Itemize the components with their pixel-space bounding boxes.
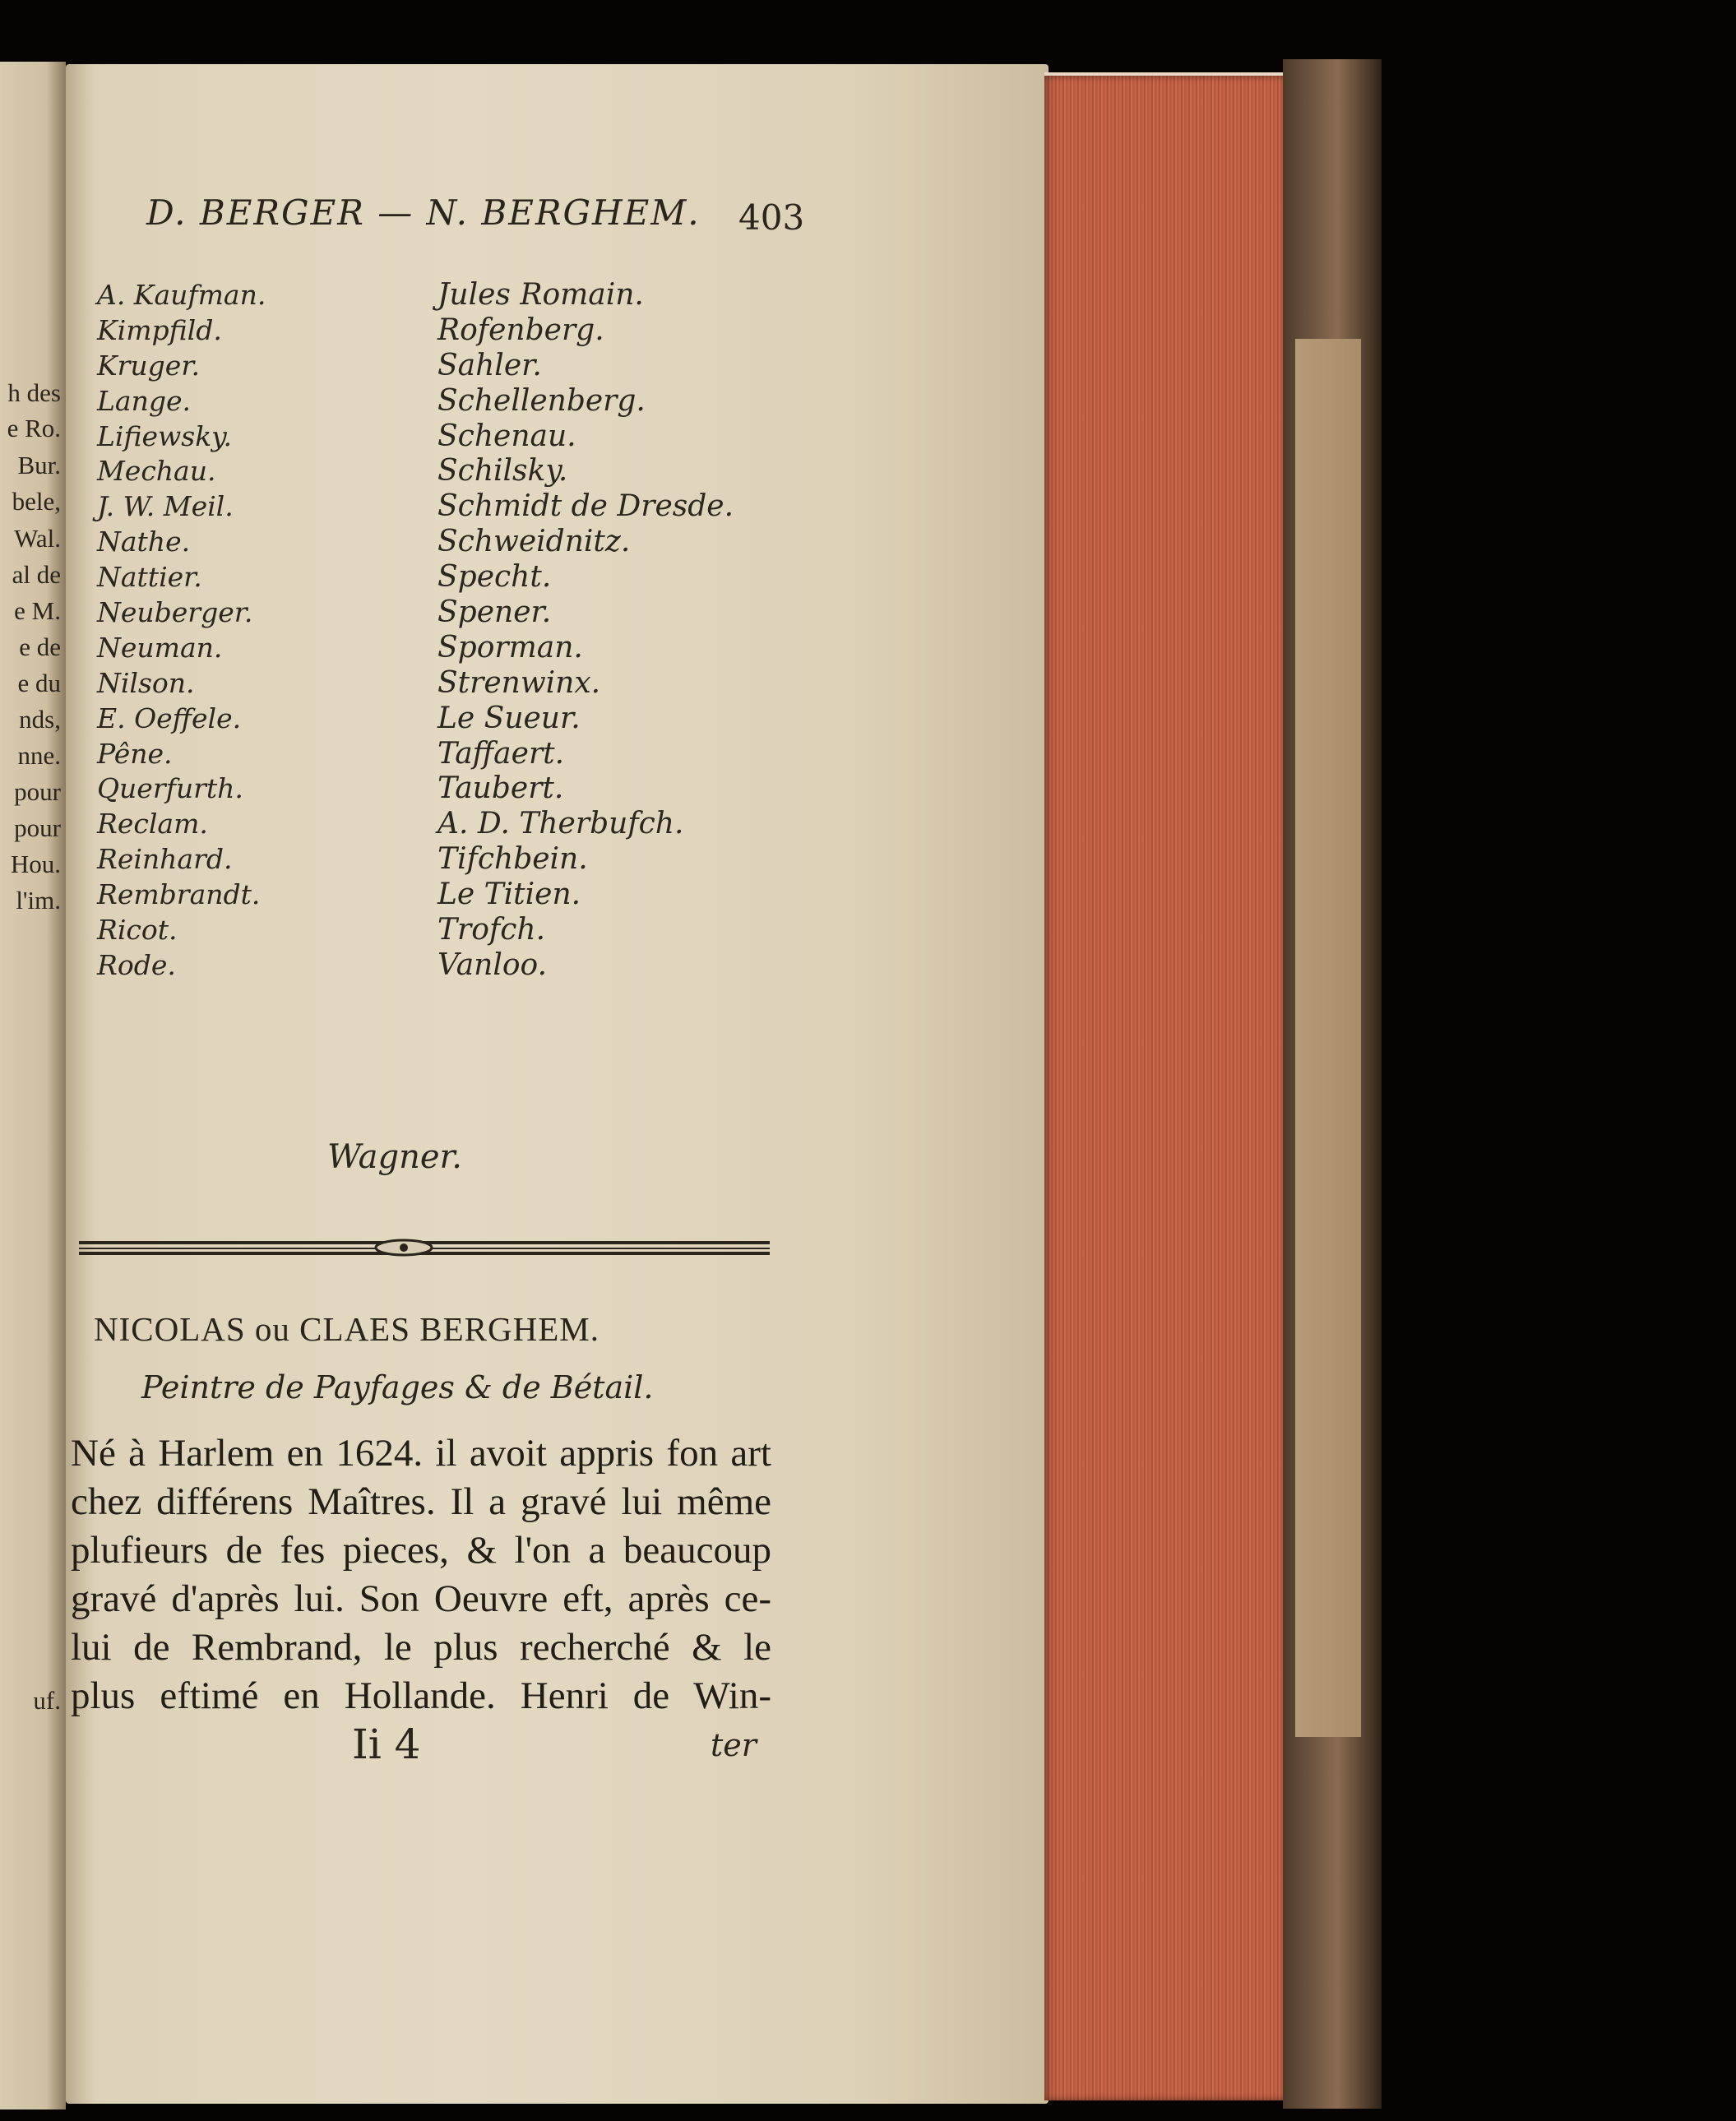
artist-name: Nilson. bbox=[97, 666, 195, 699]
left-fragment: e du bbox=[17, 669, 61, 697]
left-fragment: h des bbox=[7, 378, 61, 407]
left-fragment: e de bbox=[19, 632, 61, 661]
names-column-left bbox=[97, 278, 266, 984]
artist-name: Kruger. bbox=[97, 349, 200, 382]
artist-name: Jules Romain. bbox=[437, 278, 644, 312]
running-head: D. BERGER — N. BERGHEM. bbox=[146, 192, 701, 233]
section-heading: NICOLAS ou CLAES BERGHEM. bbox=[94, 1310, 599, 1348]
artist-name: Reclam. bbox=[97, 808, 208, 841]
left-fragment: Hou. bbox=[10, 850, 61, 878]
artist-name: Ricot. bbox=[97, 914, 178, 947]
artist-name: Lifiewsky. bbox=[97, 419, 232, 452]
artist-name: A. Kaufman. bbox=[97, 279, 266, 311]
book-cover-board bbox=[1295, 339, 1361, 1737]
left-fragment: e M. bbox=[14, 596, 61, 625]
artist-name: Querfurth. bbox=[97, 772, 243, 805]
body-line: plufieurs de fes pieces, & l'on a beaucoup bbox=[71, 1529, 771, 1572]
artist-name: Le Sueur. bbox=[437, 701, 581, 735]
artist-name: E. Oeffele. bbox=[97, 702, 242, 734]
artist-name: Lange. bbox=[97, 384, 191, 417]
left-fragment: l'im. bbox=[16, 886, 61, 915]
left-page-edge bbox=[0, 62, 66, 2109]
artist-name: Schilsky. bbox=[437, 454, 568, 489]
artist-name: A. D. Therbufch. bbox=[437, 807, 684, 841]
left-fragment: nds, bbox=[19, 705, 61, 734]
artist-name: Nattier. bbox=[97, 561, 202, 594]
artist-name: Schenau. bbox=[437, 419, 576, 453]
artist-name: J. W. Meil. bbox=[97, 490, 234, 523]
left-fragment: e Ro. bbox=[7, 414, 61, 442]
left-fragment: al de bbox=[12, 560, 61, 589]
left-fragment: nne. bbox=[17, 741, 61, 770]
artist-name: Rembrandt. bbox=[97, 878, 261, 911]
ornament-divider bbox=[79, 1236, 770, 1257]
body-line: plus eftimé en Hollande. Henri de Win- bbox=[71, 1674, 771, 1717]
artist-name: Nathe. bbox=[97, 526, 191, 558]
artist-name: Tifchbein. bbox=[437, 842, 588, 877]
artist-name: Sporman. bbox=[437, 630, 583, 665]
body-line: lui de Rembrand, le plus recherché & le bbox=[71, 1626, 771, 1669]
artist-name: Neuberger. bbox=[97, 596, 253, 629]
artist-name-centered: Wagner. bbox=[327, 1138, 462, 1176]
signature-mark: Ii 4 bbox=[352, 1720, 421, 1768]
artist-name: Specht. bbox=[437, 560, 552, 595]
artist-name: Pêne. bbox=[97, 737, 173, 770]
artist-name: Reinhard. bbox=[97, 843, 233, 876]
artist-name: Schmidt de Dresde. bbox=[437, 489, 734, 524]
artist-name: Taffaert. bbox=[437, 736, 565, 771]
page-number: 403 bbox=[738, 197, 805, 238]
artist-name: Rofenberg. bbox=[437, 313, 604, 347]
left-fragment: pour bbox=[14, 813, 61, 842]
artist-name: Le Titien. bbox=[437, 878, 581, 912]
left-fragment: Bur. bbox=[17, 451, 61, 479]
artist-name: Vanloo. bbox=[437, 947, 548, 982]
catchword: ter bbox=[711, 1727, 757, 1763]
artist-name: Mechau. bbox=[97, 455, 216, 488]
body-line: chez différens Maîtres. Il a gravé lui même bbox=[71, 1480, 771, 1523]
left-fragment: Wal. bbox=[14, 524, 61, 553]
body-line: Né à Harlem en 1624. il avoit appris fon art bbox=[71, 1432, 771, 1475]
names-column-right bbox=[437, 278, 734, 984]
artist-name: Spener. bbox=[437, 595, 552, 630]
left-fragment: bele, bbox=[12, 487, 61, 516]
body-paragraph bbox=[71, 1429, 771, 1720]
artist-name: Strenwinx. bbox=[437, 665, 601, 700]
artist-name: Kimpfild. bbox=[97, 313, 222, 346]
artist-name: Neuman. bbox=[97, 631, 223, 664]
left-fragment: pour bbox=[14, 777, 61, 806]
artist-name: Sahler. bbox=[437, 348, 542, 382]
artist-name: Rode. bbox=[97, 948, 176, 981]
artist-name: Schellenberg. bbox=[437, 383, 646, 418]
section-subheading: Peintre de Payfages & de Bétail. bbox=[141, 1369, 654, 1406]
body-line: gravé d'après lui. Son Oeuvre eft, après ce- bbox=[71, 1577, 771, 1620]
artist-name: Taubert. bbox=[437, 771, 564, 806]
left-fragment: uf. bbox=[33, 1686, 61, 1715]
page-edges bbox=[1044, 76, 1291, 2100]
artist-name: Trofch. bbox=[437, 913, 546, 947]
artist-name: Schweidnitz. bbox=[437, 525, 631, 559]
